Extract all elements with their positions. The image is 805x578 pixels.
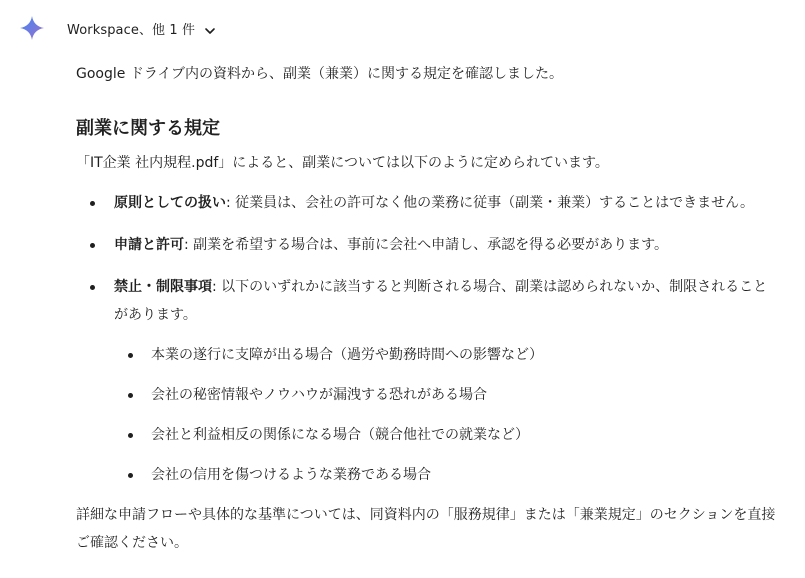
sub-list [114, 343, 776, 487]
list-item [76, 189, 776, 217]
bullet-icon [90, 201, 95, 206]
gemini-spark-icon [20, 16, 44, 40]
list-item [76, 273, 776, 487]
bullet-icon [90, 243, 95, 248]
sub-item-text: 会社の信用を傷つけるような業務である場合 [151, 467, 431, 483]
section-heading: 副業に関する規定 [76, 118, 220, 139]
rule-text: : 副業を希望する場合は、事前に会社へ申請し、承認を得る必要があります。 [184, 237, 669, 253]
rule-text: : 従業員は、会社の許可なく他の業務に従事（副業・兼業）することはできません。 [226, 195, 755, 211]
sub-item-text: 本業の遂行に支障が出る場合（過労や勤務時間への影響など） [151, 347, 543, 363]
bullet-icon [128, 353, 133, 358]
sub-list-item [114, 343, 776, 367]
list-item [76, 231, 776, 259]
lead-paragraph: 「IT企業 社内規程.pdf」によると、副業については以下のように定められています。 [76, 155, 609, 171]
bullet-icon [128, 393, 133, 398]
bullet-icon [128, 433, 133, 438]
rule-term: 原則としての扱い [114, 195, 226, 211]
chevron-down-icon[interactable] [204, 22, 216, 34]
bullet-icon [90, 285, 95, 290]
rule-list [76, 189, 776, 503]
sub-item-text: 会社の秘密情報やノウハウが漏洩する恐れがある場合 [151, 387, 487, 403]
sub-item-text: 会社と利益相反の関係になる場合（競合他社での就業など） [151, 427, 529, 443]
sources-label[interactable]: Workspace、他 1 件 [67, 22, 196, 38]
closing-paragraph: 詳細な申請フローや具体的な基準については、同資料内の「服務規律」または「兼業規定」のセクションを直接ご確認ください。 [76, 507, 776, 551]
response-intro: Google ドライブ内の資料から、副業（兼業）に関する規定を確認しました。 [76, 66, 563, 82]
sources-row[interactable] [20, 14, 216, 42]
bullet-icon [128, 473, 133, 478]
sub-list-item [114, 463, 776, 487]
sub-list-item [114, 383, 776, 407]
rule-term: 禁止・制限事項 [114, 279, 212, 295]
rule-term: 申請と許可 [114, 237, 184, 253]
rule-text: : 以下のいずれかに該当すると判断される場合、副業は認められないか、制限されることがあります。 [114, 279, 768, 323]
sub-list-item [114, 423, 776, 447]
